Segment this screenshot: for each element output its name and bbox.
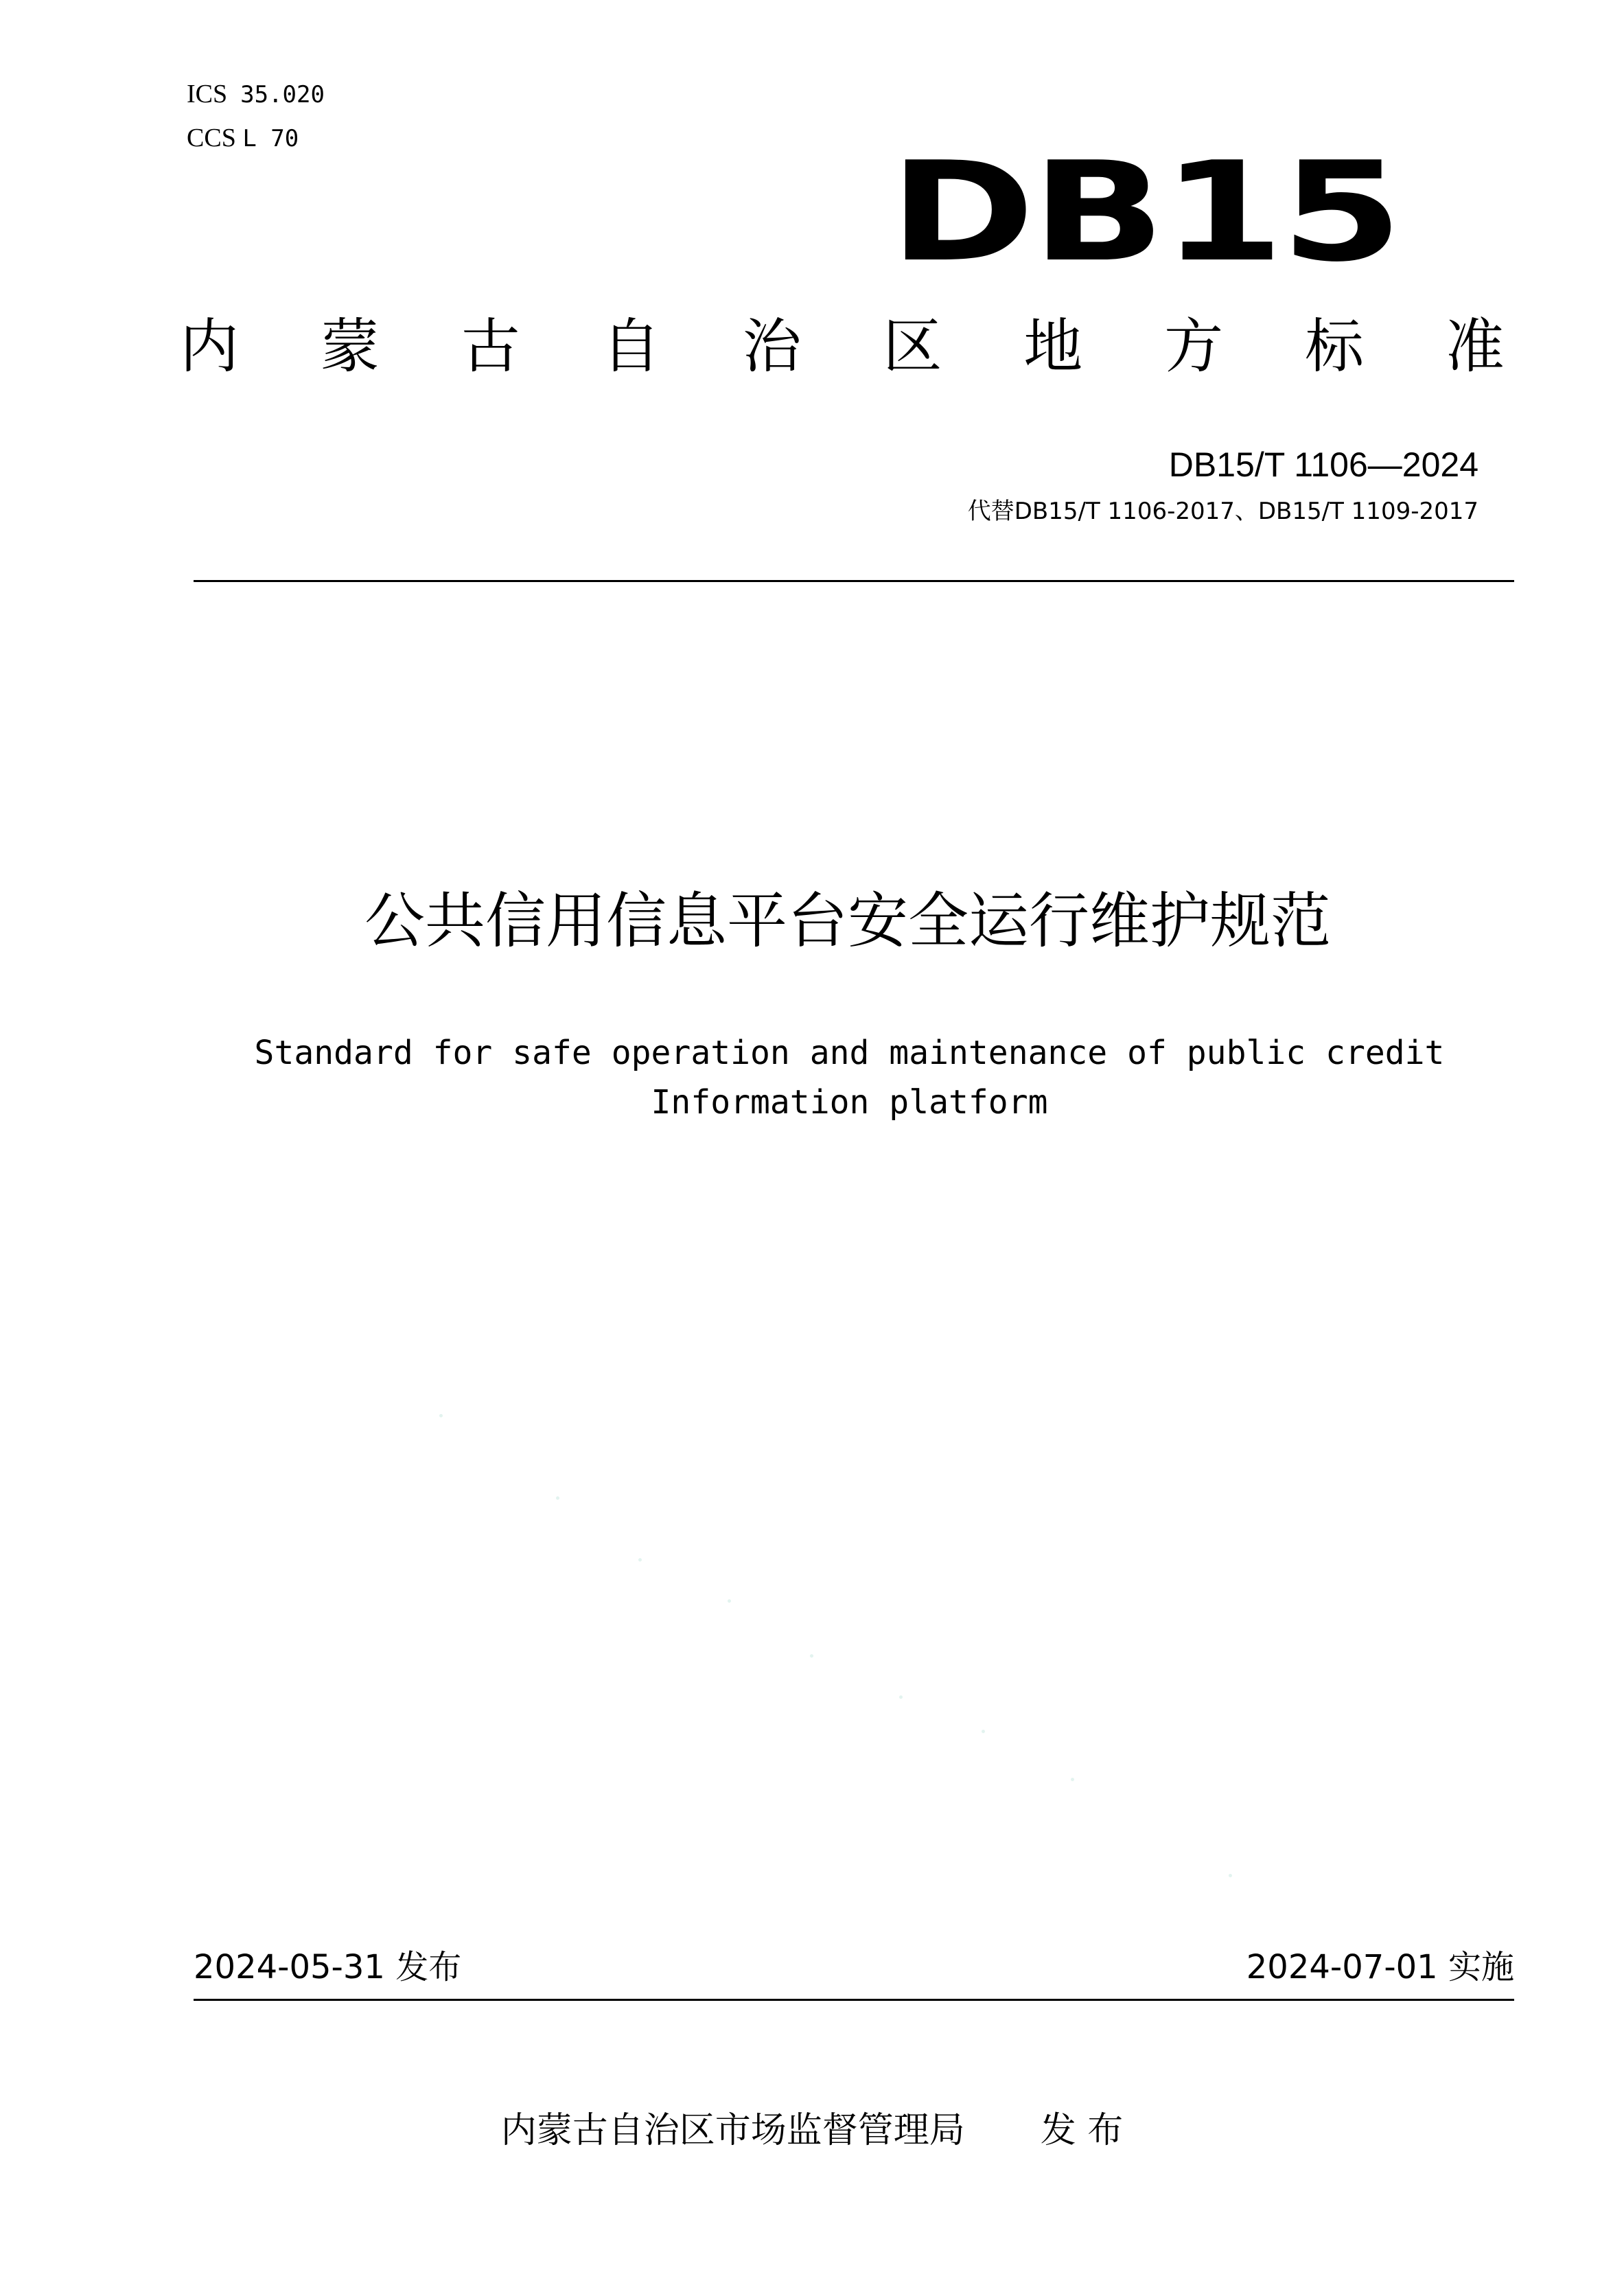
standard-type-char: 地 [1023, 312, 1083, 381]
issuer-name: 内蒙古自治区市场监督管理局 [500, 2110, 965, 2151]
ics-code [187, 81, 325, 107]
scan-speck [638, 1558, 642, 1562]
issuer-action: 发 布 [1040, 2110, 1124, 2151]
db15-logo: DB15 [889, 132, 1400, 292]
title-english [0, 1028, 1624, 1127]
ccs-label: CCS [187, 124, 236, 152]
standard-type-char: 区 [883, 312, 942, 381]
standard-type-char: 治 [742, 312, 802, 381]
title-english-line-2: Information platform [651, 1083, 1048, 1122]
standard-type-char: 方 [1164, 312, 1224, 381]
standard-type-heading [180, 312, 1505, 381]
ics-label: ICS [187, 80, 228, 108]
implement-date: 2024-07-01 [1246, 1948, 1438, 1986]
top-divider [194, 580, 1514, 582]
scan-speck [728, 1599, 731, 1603]
scan-speck [899, 1695, 903, 1699]
scan-speck [556, 1496, 559, 1500]
scan-speck [810, 1654, 813, 1658]
bottom-divider [194, 1999, 1514, 2001]
ccs-value: L 70 [242, 125, 299, 152]
issue-date-block [194, 1948, 462, 1986]
implement-date-block [1246, 1948, 1514, 1986]
scan-speck [1229, 1874, 1232, 1877]
scan-speck [439, 1414, 443, 1417]
title-english-line-1: Standard for safe operation and maintenance of public credit [254, 1034, 1445, 1072]
standard-type-char: 古 [461, 312, 520, 381]
issue-date: 2024-05-31 [194, 1948, 385, 1986]
title-chinese: 公共信用信息平台安全运行维护规范 [364, 885, 1331, 956]
standard-type-char: 自 [601, 312, 661, 381]
ccs-code [187, 125, 299, 151]
implement-label: 实施 [1448, 1948, 1514, 1986]
date-row [194, 1948, 1514, 1986]
standard-type-char: 内 [180, 312, 239, 381]
standard-number: DB15/T 1106—2024 [1168, 445, 1478, 484]
issue-label: 发布 [395, 1948, 462, 1986]
ics-value: 35.020 [240, 81, 325, 108]
standard-type-char: 蒙 [320, 312, 380, 381]
standard-type-char: 标 [1305, 312, 1364, 381]
scan-speck [982, 1730, 985, 1733]
standard-type-char: 准 [1445, 312, 1505, 381]
issuer [0, 2110, 1624, 2151]
replaces-note: 代替DB15/T 1106-2017、DB15/T 1109-2017 [967, 498, 1478, 525]
scan-speck [1071, 1778, 1074, 1781]
